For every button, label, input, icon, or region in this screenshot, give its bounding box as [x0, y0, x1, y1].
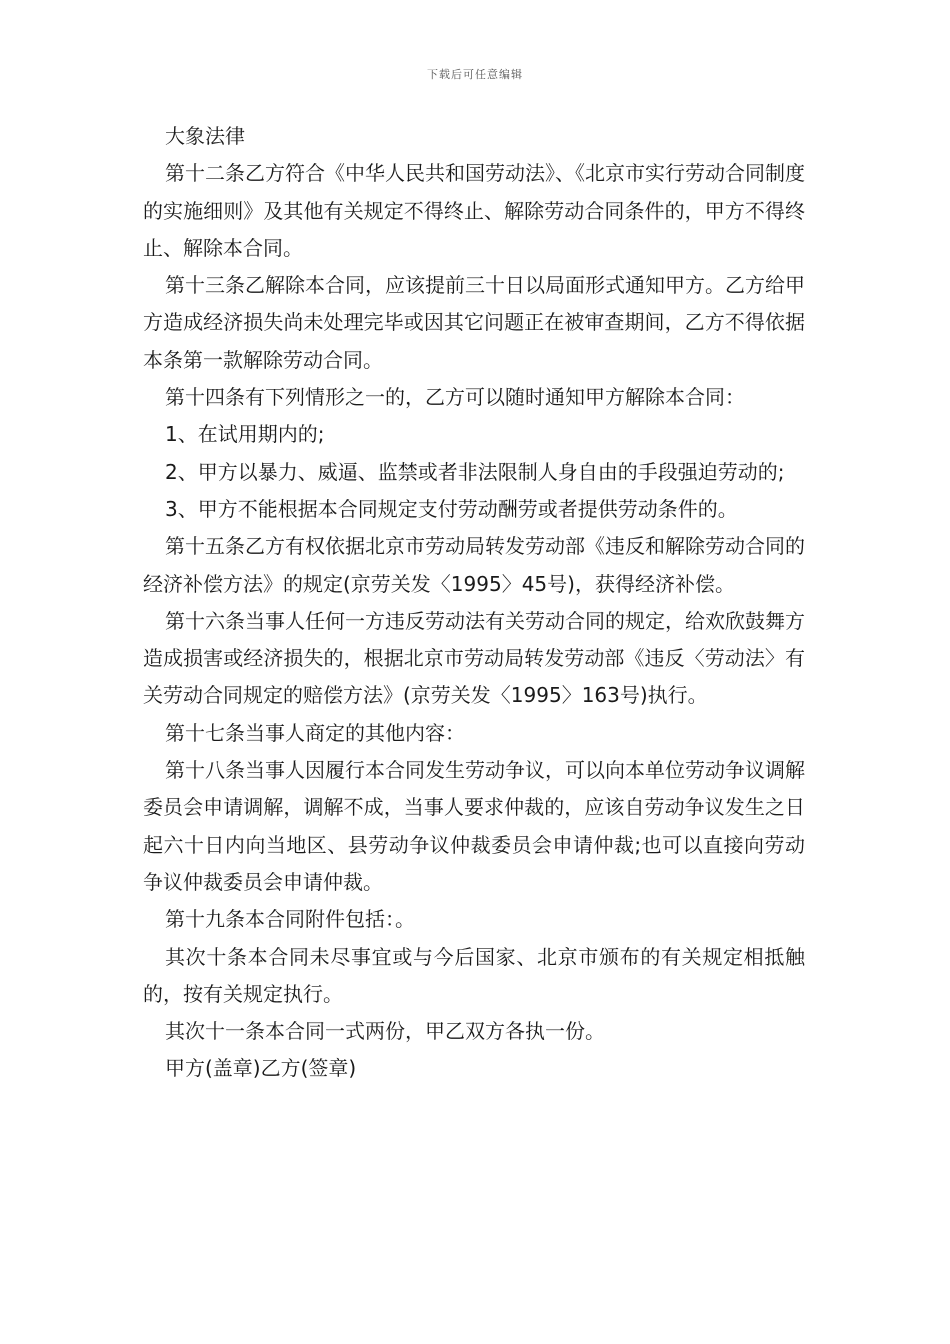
- article-20-paragraph: 其次十条本合同未尽事宜或与今后国家、北京市颁布的有关规定相抵触的，按有关规定执行。: [143, 944, 805, 1006]
- article-19-paragraph: 第十九条本合同附件包括：。: [165, 907, 415, 932]
- article-12-paragraph: 第十二条乙方符合《中华人民共和国劳动法》、《北京市实行劳动合同制度的实施细则》及其他有关规定不得终止、解除劳动合同条件的，甲方不得终止、解除本合同。: [143, 161, 805, 260]
- article-21-paragraph: 其次十一条本合同一式两份，甲乙双方各执一份。: [165, 1019, 605, 1044]
- document-body: [143, 118, 805, 1088]
- article-14-paragraph: 第十四条有下列情形之一的，乙方可以随时通知甲方解除本合同：: [165, 385, 745, 410]
- list-item-2: 2、甲方以暴力、威逼、监禁或者非法限制人身自由的手段强迫劳动的;: [165, 459, 785, 484]
- article-15-paragraph: 第十五条乙方有权依据北京市劳动局转发劳动部《违反和解除劳动合同的经济补偿方法》的规定(京劳关发〈1995〉45号)，获得经济补偿。: [143, 534, 805, 596]
- article-13-paragraph: 第十三条乙解除本合同，应该提前三十日以局面形式通知甲方。乙方给甲方造成经济损失尚未处理完毕或因其它问题正在被审查期间，乙方不得依据本条第一款解除劳动合同。: [143, 273, 805, 372]
- heading-paragraph: 大象法律: [165, 124, 245, 148]
- header-note: 下载后可任意编辑: [427, 68, 523, 81]
- signature-line: 甲方(盖章)乙方(签章): [165, 1056, 357, 1081]
- list-item-3: 3、甲方不能根据本合同规定支付劳动酬劳或者提供劳动条件的。: [165, 496, 738, 521]
- list-item-1: 1、在试用期内的;: [165, 422, 325, 447]
- article-17-paragraph: 第十七条当事人商定的其他内容：: [165, 720, 465, 745]
- article-16-paragraph: 第十六条当事人任何一方违反劳动法有关劳动合同的规定，给欢欣鼓舞方造成损害或经济损失的，根据北京市劳动局转发劳动部《违反〈劳动法〉有关劳动合同规定的赔偿方法》(京劳关发〈1995〉163号)执行。: [143, 608, 805, 708]
- article-18-paragraph: 第十八条当事人因履行本合同发生劳动争议，可以向本单位劳动争议调解委员会申请调解，调解不成，当事人要求仲裁的，应该自劳动争议发生之日起六十日内向当地区、县劳动争议仲裁委员会申请仲裁;也可以直接向劳动争议仲裁委员会申请仲裁。: [143, 758, 805, 894]
